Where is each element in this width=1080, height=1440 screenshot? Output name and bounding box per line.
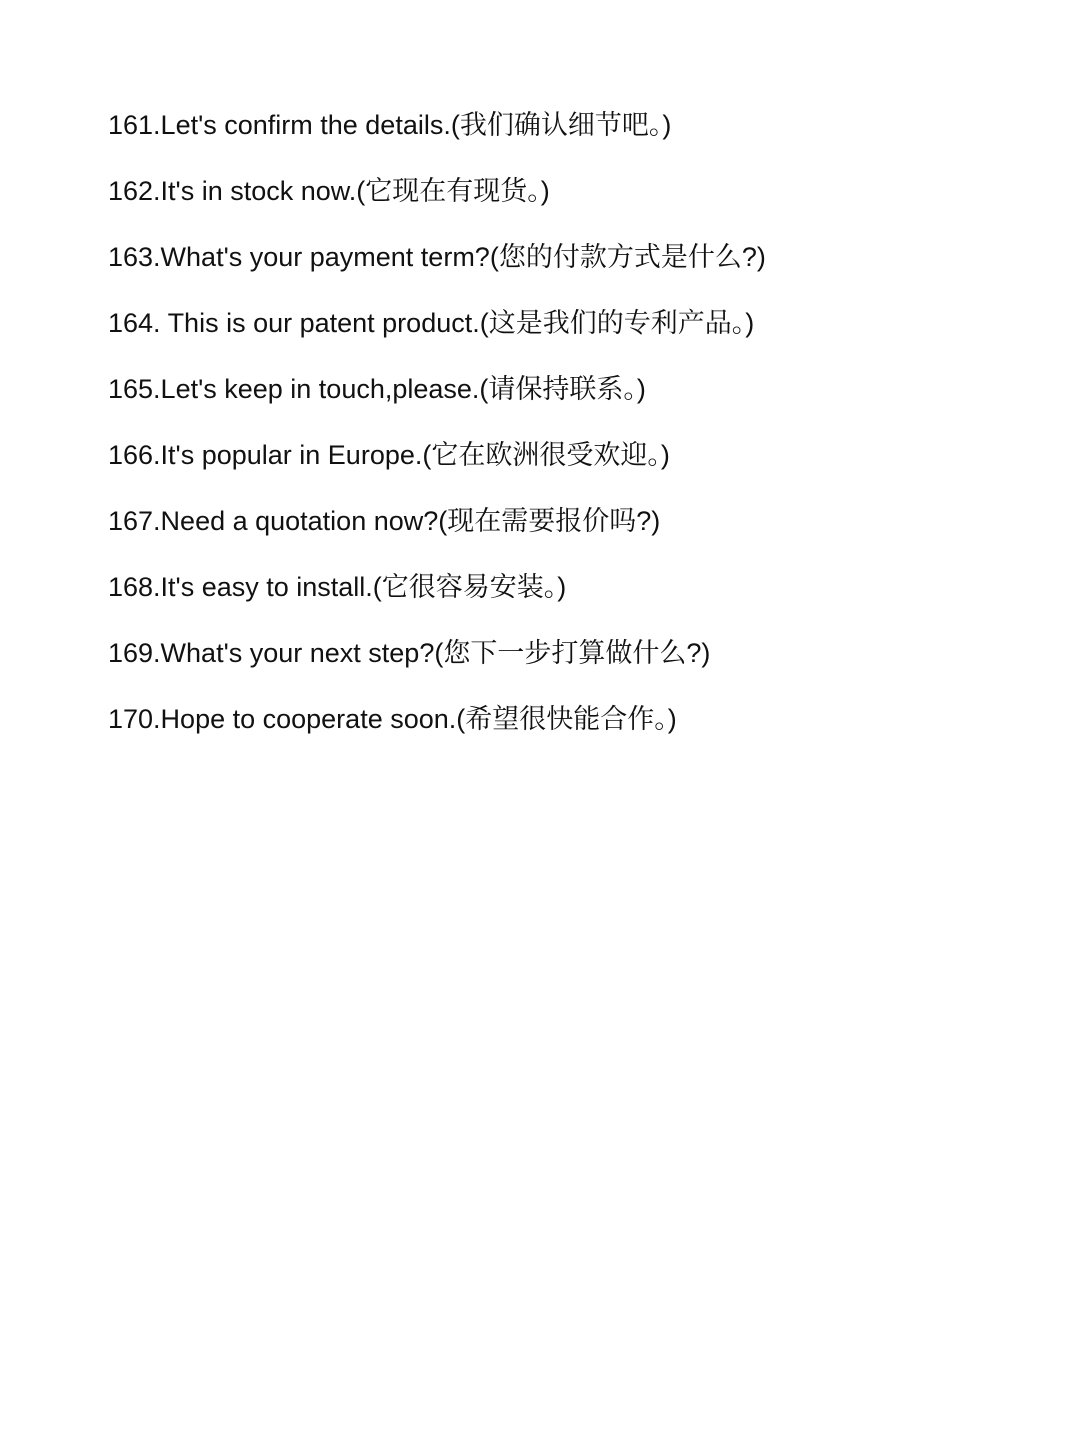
phrase-166: 166.It's popular in Europe.(它在欧洲很受欢迎。) [108, 440, 670, 470]
phrase-162: 162.It's in stock now.(它现在有现货。) [108, 176, 550, 206]
phrase-169: 169.What's your next step?(您下一步打算做什么?) [108, 638, 711, 668]
phrase-164: 164. This is our patent product.(这是我们的专利产品。) [108, 308, 755, 338]
phrase-165: 165.Let's keep in touch,please.(请保持联系。) [108, 374, 646, 404]
phrase-167: 167.Need a quotation now?(现在需要报价吗?) [108, 506, 661, 536]
phrase-list [108, 104, 1048, 764]
phrase-163: 163.What's your payment term?(您的付款方式是什么?) [108, 242, 766, 272]
phrase-161: 161.Let's confirm the details.(我们确认细节吧。) [108, 110, 672, 140]
phrase-168: 168.It's easy to install.(它很容易安装。) [108, 572, 567, 602]
phrase-170: 170.Hope to cooperate soon.(希望很快能合作。) [108, 704, 677, 734]
